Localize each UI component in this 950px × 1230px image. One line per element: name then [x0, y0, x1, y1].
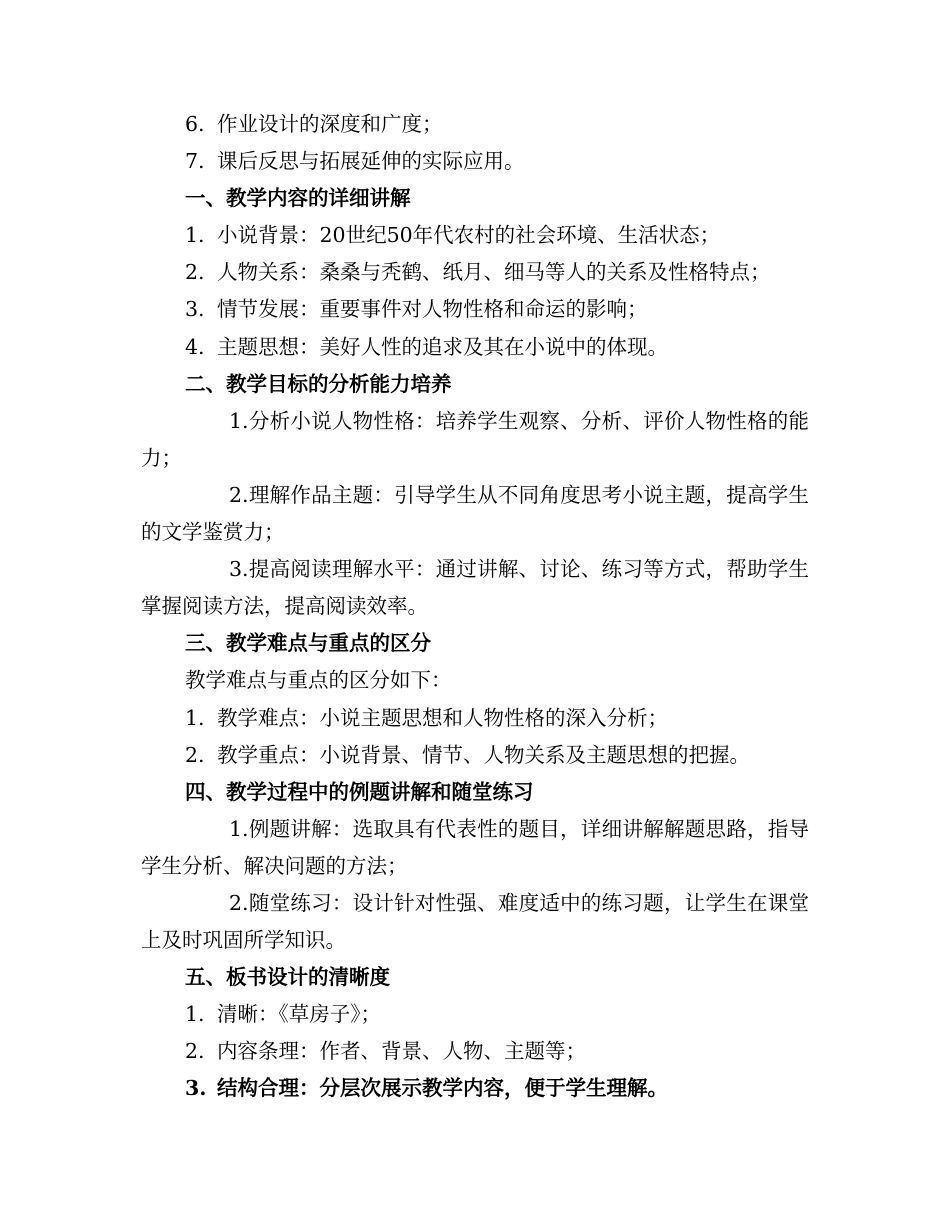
- item-number: 2.: [185, 260, 205, 285]
- item-number: 6.: [185, 112, 205, 136]
- item-number: 1.: [185, 223, 205, 248]
- section-heading: 五、板书设计的清晰度: [185, 965, 390, 990]
- list-paragraph: [141, 885, 809, 959]
- section-heading: 四、教学过程中的例题讲解和随堂练习: [185, 779, 534, 804]
- list-item: [141, 1033, 809, 1070]
- item-text: 分析小说人物性格：培养学生观察、分析、评价人物性格的能力；: [141, 408, 809, 470]
- item-text: 提高阅读理解水平：通过讲解、讨论、练习等方式，帮助学生掌握阅读方法，提高阅读效率。: [141, 557, 809, 619]
- item-text: 教学重点：小说背景、情节、人物关系及主题思想的把握。: [217, 742, 750, 767]
- item-text: 内容条理：作者、背景、人物、主题等；: [217, 1039, 586, 1064]
- item-number: 2.: [229, 482, 249, 507]
- item-text: 人物关系：桑桑与秃鹤、纸月、细马等人的关系及性格特点；: [217, 260, 771, 285]
- list-item: [141, 700, 809, 737]
- item-text: 结构合理：分层次展示教学内容，便于学生理解。: [217, 1076, 668, 1101]
- list-item: [141, 106, 809, 143]
- item-text: 小说背景：20世纪50年代农村的社会环境、生活状态；: [217, 223, 721, 248]
- item-number: 3.: [185, 297, 205, 322]
- list-item: [141, 291, 809, 328]
- item-number: 1.: [229, 816, 249, 841]
- list-item: [141, 1070, 809, 1107]
- item-number: 1.: [185, 705, 205, 730]
- list-paragraph: [141, 403, 809, 477]
- item-number: 2.: [185, 742, 205, 767]
- item-text: 清晰：《草房子》；: [217, 1002, 381, 1027]
- section-heading: 三、教学难点与重点的区分: [185, 631, 431, 656]
- section-heading: 一、教学内容的详细讲解: [185, 186, 411, 211]
- plain-paragraph: 教学难点与重点的区分如下：: [185, 668, 452, 693]
- item-number: 1.: [185, 1002, 205, 1027]
- item-text: 随堂练习：设计针对性强、难度适中的练习题，让学生在课堂上及时巩固所学知识。: [141, 890, 809, 953]
- item-text: 课后反思与拓展延伸的实际应用。: [217, 149, 525, 174]
- list-paragraph: [141, 811, 809, 885]
- item-number: 2.: [229, 890, 249, 915]
- item-text: 情节发展：重要事件对人物性格和命运的影响；: [217, 297, 648, 322]
- list-item: [141, 254, 809, 291]
- list-item: [141, 737, 809, 774]
- item-number: 3.: [229, 557, 249, 582]
- section-heading: 二、教学目标的分析能力培养: [185, 371, 452, 396]
- item-number: 7.: [185, 149, 205, 174]
- item-number: 4.: [185, 334, 205, 359]
- item-text: 例题讲解：选取具有代表性的题目，详细讲解解题思路，指导学生分析、解决问题的方法；: [141, 816, 809, 878]
- item-text: 理解作品主题：引导学生从不同角度思考小说主题，提高学生的文学鉴赏力；: [141, 482, 809, 545]
- item-number: 2.: [185, 1039, 205, 1064]
- item-text: 作业设计的深度和广度；: [217, 112, 443, 136]
- list-paragraph: [141, 477, 809, 551]
- list-paragraph: [141, 551, 809, 625]
- list-item: [141, 329, 809, 366]
- item-number: 1.: [229, 408, 249, 433]
- item-text: 主题思想：美好人性的追求及其在小说中的体现。: [217, 334, 668, 359]
- item-number: 3.: [185, 1076, 207, 1101]
- list-item: [141, 217, 809, 254]
- item-text: 教学难点：小说主题思想和人物性格的深入分析；: [217, 705, 668, 730]
- list-item: [141, 143, 809, 180]
- list-item: [141, 996, 809, 1033]
- document-body: [141, 106, 809, 1108]
